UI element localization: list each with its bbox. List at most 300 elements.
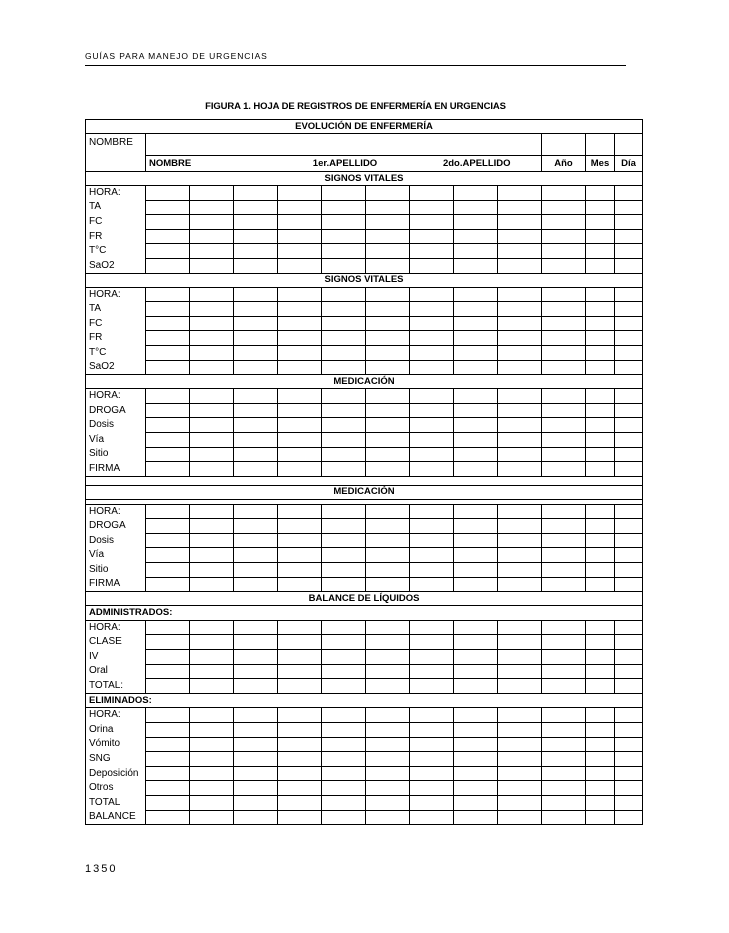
- vital-signs-entry-cell[interactable]: [454, 345, 498, 360]
- eliminated-entry-cell[interactable]: [454, 795, 498, 810]
- vital-signs-entry-cell[interactable]: [410, 200, 454, 215]
- medication-entry-cell[interactable]: [615, 548, 643, 563]
- medication-entry-cell[interactable]: [190, 447, 234, 462]
- vital-signs-entry-cell[interactable]: [410, 215, 454, 230]
- medication-entry-cell[interactable]: [410, 418, 454, 433]
- administered-entry-cell[interactable]: [278, 620, 322, 635]
- medication-entry-cell[interactable]: [190, 533, 234, 548]
- medication-entry-cell[interactable]: [146, 447, 190, 462]
- medication-entry-cell[interactable]: [146, 418, 190, 433]
- eliminated-entry-cell[interactable]: [542, 766, 586, 781]
- eliminated-entry-cell[interactable]: [234, 737, 278, 752]
- medication-entry-cell[interactable]: [190, 403, 234, 418]
- administered-entry-cell[interactable]: [542, 620, 586, 635]
- eliminated-entry-cell[interactable]: [322, 752, 366, 767]
- vital-signs-entry-cell[interactable]: [454, 360, 498, 375]
- vital-signs-entry-cell[interactable]: [615, 229, 643, 244]
- medication-entry-cell[interactable]: [498, 548, 542, 563]
- eliminated-entry-cell[interactable]: [410, 723, 454, 738]
- vital-signs-entry-cell[interactable]: [410, 316, 454, 331]
- eliminated-entry-cell[interactable]: [234, 781, 278, 796]
- medication-entry-cell[interactable]: [454, 389, 498, 404]
- administered-entry-cell[interactable]: [190, 635, 234, 650]
- eliminated-entry-cell[interactable]: [234, 810, 278, 825]
- administered-entry-cell[interactable]: [190, 650, 234, 665]
- eliminated-entry-cell[interactable]: [278, 752, 322, 767]
- eliminated-entry-cell[interactable]: [586, 708, 615, 723]
- vital-signs-entry-cell[interactable]: [498, 215, 542, 230]
- medication-entry-cell[interactable]: [542, 519, 586, 534]
- eliminated-entry-cell[interactable]: [190, 708, 234, 723]
- vital-signs-entry-cell[interactable]: [498, 244, 542, 259]
- medication-entry-cell[interactable]: [542, 447, 586, 462]
- year-field[interactable]: [542, 134, 586, 156]
- medication-entry-cell[interactable]: [190, 462, 234, 477]
- vital-signs-entry-cell[interactable]: [454, 287, 498, 302]
- vital-signs-entry-cell[interactable]: [615, 302, 643, 317]
- vital-signs-entry-cell[interactable]: [498, 229, 542, 244]
- vital-signs-entry-cell[interactable]: [190, 200, 234, 215]
- medication-entry-cell[interactable]: [366, 462, 410, 477]
- vital-signs-entry-cell[interactable]: [278, 200, 322, 215]
- vital-signs-entry-cell[interactable]: [190, 244, 234, 259]
- medication-entry-cell[interactable]: [410, 577, 454, 592]
- medication-entry-cell[interactable]: [454, 504, 498, 519]
- eliminated-entry-cell[interactable]: [190, 810, 234, 825]
- medication-entry-cell[interactable]: [498, 504, 542, 519]
- eliminated-entry-cell[interactable]: [498, 737, 542, 752]
- eliminated-entry-cell[interactable]: [586, 752, 615, 767]
- medication-entry-cell[interactable]: [146, 577, 190, 592]
- medication-entry-cell[interactable]: [498, 462, 542, 477]
- eliminated-entry-cell[interactable]: [322, 781, 366, 796]
- medication-entry-cell[interactable]: [410, 504, 454, 519]
- vital-signs-entry-cell[interactable]: [615, 200, 643, 215]
- medication-entry-cell[interactable]: [586, 548, 615, 563]
- eliminated-entry-cell[interactable]: [190, 781, 234, 796]
- eliminated-entry-cell[interactable]: [322, 708, 366, 723]
- administered-entry-cell[interactable]: [410, 635, 454, 650]
- eliminated-entry-cell[interactable]: [146, 781, 190, 796]
- medication-entry-cell[interactable]: [278, 447, 322, 462]
- vital-signs-entry-cell[interactable]: [146, 302, 190, 317]
- vital-signs-entry-cell[interactable]: [366, 316, 410, 331]
- eliminated-entry-cell[interactable]: [542, 810, 586, 825]
- eliminated-entry-cell[interactable]: [498, 708, 542, 723]
- eliminated-entry-cell[interactable]: [586, 766, 615, 781]
- vital-signs-entry-cell[interactable]: [322, 345, 366, 360]
- medication-entry-cell[interactable]: [366, 403, 410, 418]
- administered-entry-cell[interactable]: [366, 635, 410, 650]
- vital-signs-entry-cell[interactable]: [190, 215, 234, 230]
- medication-entry-cell[interactable]: [586, 418, 615, 433]
- eliminated-entry-cell[interactable]: [542, 795, 586, 810]
- medication-entry-cell[interactable]: [366, 389, 410, 404]
- eliminated-entry-cell[interactable]: [278, 795, 322, 810]
- vital-signs-entry-cell[interactable]: [234, 200, 278, 215]
- eliminated-entry-cell[interactable]: [322, 723, 366, 738]
- medication-entry-cell[interactable]: [586, 577, 615, 592]
- vital-signs-entry-cell[interactable]: [234, 316, 278, 331]
- eliminated-entry-cell[interactable]: [410, 795, 454, 810]
- vital-signs-entry-cell[interactable]: [190, 345, 234, 360]
- administered-entry-cell[interactable]: [586, 620, 615, 635]
- administered-entry-cell[interactable]: [146, 635, 190, 650]
- administered-entry-cell[interactable]: [234, 620, 278, 635]
- eliminated-entry-cell[interactable]: [366, 810, 410, 825]
- vital-signs-entry-cell[interactable]: [146, 200, 190, 215]
- medication-entry-cell[interactable]: [322, 403, 366, 418]
- medication-entry-cell[interactable]: [146, 462, 190, 477]
- medication-entry-cell[interactable]: [410, 447, 454, 462]
- medication-entry-cell[interactable]: [366, 577, 410, 592]
- medication-entry-cell[interactable]: [322, 577, 366, 592]
- vital-signs-entry-cell[interactable]: [278, 287, 322, 302]
- eliminated-entry-cell[interactable]: [498, 795, 542, 810]
- eliminated-entry-cell[interactable]: [366, 752, 410, 767]
- vital-signs-entry-cell[interactable]: [454, 215, 498, 230]
- vital-signs-entry-cell[interactable]: [366, 200, 410, 215]
- medication-entry-cell[interactable]: [278, 389, 322, 404]
- medication-entry-cell[interactable]: [366, 548, 410, 563]
- eliminated-entry-cell[interactable]: [454, 781, 498, 796]
- medication-entry-cell[interactable]: [615, 519, 643, 534]
- administered-entry-cell[interactable]: [615, 679, 643, 694]
- administered-entry-cell[interactable]: [146, 679, 190, 694]
- medication-entry-cell[interactable]: [366, 519, 410, 534]
- medication-entry-cell[interactable]: [542, 563, 586, 578]
- vital-signs-entry-cell[interactable]: [410, 186, 454, 201]
- eliminated-entry-cell[interactable]: [190, 737, 234, 752]
- medication-entry-cell[interactable]: [234, 519, 278, 534]
- medication-entry-cell[interactable]: [146, 432, 190, 447]
- medication-entry-cell[interactable]: [586, 533, 615, 548]
- eliminated-entry-cell[interactable]: [615, 737, 643, 752]
- administered-entry-cell[interactable]: [454, 664, 498, 679]
- vital-signs-entry-cell[interactable]: [586, 258, 615, 273]
- medication-entry-cell[interactable]: [454, 403, 498, 418]
- vital-signs-entry-cell[interactable]: [542, 302, 586, 317]
- administered-entry-cell[interactable]: [234, 664, 278, 679]
- vital-signs-entry-cell[interactable]: [454, 258, 498, 273]
- vital-signs-entry-cell[interactable]: [410, 258, 454, 273]
- medication-entry-cell[interactable]: [542, 548, 586, 563]
- vital-signs-entry-cell[interactable]: [146, 331, 190, 346]
- vital-signs-entry-cell[interactable]: [278, 186, 322, 201]
- vital-signs-entry-cell[interactable]: [586, 186, 615, 201]
- eliminated-entry-cell[interactable]: [586, 737, 615, 752]
- medication-entry-cell[interactable]: [454, 519, 498, 534]
- medication-entry-cell[interactable]: [190, 504, 234, 519]
- eliminated-entry-cell[interactable]: [542, 752, 586, 767]
- medication-entry-cell[interactable]: [410, 403, 454, 418]
- medication-entry-cell[interactable]: [366, 533, 410, 548]
- administered-entry-cell[interactable]: [278, 664, 322, 679]
- vital-signs-entry-cell[interactable]: [366, 345, 410, 360]
- vital-signs-entry-cell[interactable]: [615, 331, 643, 346]
- administered-entry-cell[interactable]: [586, 635, 615, 650]
- eliminated-entry-cell[interactable]: [278, 737, 322, 752]
- eliminated-entry-cell[interactable]: [278, 781, 322, 796]
- medication-entry-cell[interactable]: [586, 504, 615, 519]
- eliminated-entry-cell[interactable]: [542, 781, 586, 796]
- medication-entry-cell[interactable]: [410, 533, 454, 548]
- eliminated-entry-cell[interactable]: [190, 795, 234, 810]
- administered-entry-cell[interactable]: [542, 650, 586, 665]
- medication-entry-cell[interactable]: [234, 462, 278, 477]
- medication-entry-cell[interactable]: [586, 563, 615, 578]
- eliminated-entry-cell[interactable]: [498, 723, 542, 738]
- medication-entry-cell[interactable]: [615, 418, 643, 433]
- administered-entry-cell[interactable]: [498, 679, 542, 694]
- medication-entry-cell[interactable]: [234, 447, 278, 462]
- day-field[interactable]: [615, 134, 643, 156]
- vital-signs-entry-cell[interactable]: [586, 316, 615, 331]
- vital-signs-entry-cell[interactable]: [615, 244, 643, 259]
- medication-entry-cell[interactable]: [366, 432, 410, 447]
- vital-signs-entry-cell[interactable]: [366, 302, 410, 317]
- administered-entry-cell[interactable]: [366, 679, 410, 694]
- eliminated-entry-cell[interactable]: [146, 795, 190, 810]
- medication-entry-cell[interactable]: [454, 432, 498, 447]
- vital-signs-entry-cell[interactable]: [454, 244, 498, 259]
- administered-entry-cell[interactable]: [234, 650, 278, 665]
- eliminated-entry-cell[interactable]: [454, 752, 498, 767]
- vital-signs-entry-cell[interactable]: [322, 302, 366, 317]
- vital-signs-entry-cell[interactable]: [366, 229, 410, 244]
- medication-entry-cell[interactable]: [278, 462, 322, 477]
- medication-entry-cell[interactable]: [322, 462, 366, 477]
- medication-entry-cell[interactable]: [234, 504, 278, 519]
- vital-signs-entry-cell[interactable]: [498, 316, 542, 331]
- vital-signs-entry-cell[interactable]: [454, 302, 498, 317]
- eliminated-entry-cell[interactable]: [410, 810, 454, 825]
- vital-signs-entry-cell[interactable]: [366, 258, 410, 273]
- vital-signs-entry-cell[interactable]: [454, 200, 498, 215]
- vital-signs-entry-cell[interactable]: [190, 360, 234, 375]
- eliminated-entry-cell[interactable]: [454, 737, 498, 752]
- vital-signs-entry-cell[interactable]: [278, 258, 322, 273]
- vital-signs-entry-cell[interactable]: [322, 244, 366, 259]
- eliminated-entry-cell[interactable]: [278, 723, 322, 738]
- administered-entry-cell[interactable]: [410, 650, 454, 665]
- administered-entry-cell[interactable]: [322, 664, 366, 679]
- vital-signs-entry-cell[interactable]: [146, 360, 190, 375]
- medication-entry-cell[interactable]: [586, 403, 615, 418]
- eliminated-entry-cell[interactable]: [278, 708, 322, 723]
- patient-name-field[interactable]: [146, 134, 542, 156]
- medication-entry-cell[interactable]: [234, 389, 278, 404]
- vital-signs-entry-cell[interactable]: [278, 302, 322, 317]
- medication-entry-cell[interactable]: [542, 432, 586, 447]
- medication-entry-cell[interactable]: [586, 389, 615, 404]
- eliminated-entry-cell[interactable]: [542, 737, 586, 752]
- eliminated-entry-cell[interactable]: [146, 810, 190, 825]
- eliminated-entry-cell[interactable]: [586, 781, 615, 796]
- vital-signs-entry-cell[interactable]: [234, 345, 278, 360]
- eliminated-entry-cell[interactable]: [410, 752, 454, 767]
- vital-signs-entry-cell[interactable]: [322, 200, 366, 215]
- medication-entry-cell[interactable]: [615, 563, 643, 578]
- vital-signs-entry-cell[interactable]: [410, 287, 454, 302]
- eliminated-entry-cell[interactable]: [234, 723, 278, 738]
- vital-signs-entry-cell[interactable]: [410, 244, 454, 259]
- vital-signs-entry-cell[interactable]: [278, 316, 322, 331]
- vital-signs-entry-cell[interactable]: [454, 331, 498, 346]
- medication-entry-cell[interactable]: [586, 432, 615, 447]
- vital-signs-entry-cell[interactable]: [322, 229, 366, 244]
- administered-entry-cell[interactable]: [586, 650, 615, 665]
- medication-entry-cell[interactable]: [278, 432, 322, 447]
- eliminated-entry-cell[interactable]: [146, 708, 190, 723]
- administered-entry-cell[interactable]: [586, 664, 615, 679]
- eliminated-entry-cell[interactable]: [586, 723, 615, 738]
- medication-entry-cell[interactable]: [410, 389, 454, 404]
- eliminated-entry-cell[interactable]: [146, 752, 190, 767]
- vital-signs-entry-cell[interactable]: [542, 316, 586, 331]
- medication-entry-cell[interactable]: [615, 447, 643, 462]
- eliminated-entry-cell[interactable]: [322, 766, 366, 781]
- vital-signs-entry-cell[interactable]: [234, 302, 278, 317]
- vital-signs-entry-cell[interactable]: [615, 215, 643, 230]
- vital-signs-entry-cell[interactable]: [410, 229, 454, 244]
- vital-signs-entry-cell[interactable]: [498, 258, 542, 273]
- medication-entry-cell[interactable]: [190, 563, 234, 578]
- medication-entry-cell[interactable]: [498, 418, 542, 433]
- vital-signs-entry-cell[interactable]: [498, 302, 542, 317]
- administered-entry-cell[interactable]: [454, 679, 498, 694]
- vital-signs-entry-cell[interactable]: [586, 229, 615, 244]
- administered-entry-cell[interactable]: [615, 650, 643, 665]
- vital-signs-entry-cell[interactable]: [322, 215, 366, 230]
- eliminated-entry-cell[interactable]: [410, 781, 454, 796]
- eliminated-entry-cell[interactable]: [498, 781, 542, 796]
- vital-signs-entry-cell[interactable]: [542, 229, 586, 244]
- vital-signs-entry-cell[interactable]: [278, 331, 322, 346]
- vital-signs-entry-cell[interactable]: [586, 200, 615, 215]
- vital-signs-entry-cell[interactable]: [542, 287, 586, 302]
- medication-entry-cell[interactable]: [278, 548, 322, 563]
- administered-entry-cell[interactable]: [498, 664, 542, 679]
- medication-entry-cell[interactable]: [146, 533, 190, 548]
- vital-signs-entry-cell[interactable]: [278, 229, 322, 244]
- vital-signs-entry-cell[interactable]: [146, 229, 190, 244]
- eliminated-entry-cell[interactable]: [366, 781, 410, 796]
- vital-signs-entry-cell[interactable]: [542, 200, 586, 215]
- medication-entry-cell[interactable]: [542, 504, 586, 519]
- administered-entry-cell[interactable]: [542, 679, 586, 694]
- medication-entry-cell[interactable]: [234, 418, 278, 433]
- vital-signs-entry-cell[interactable]: [586, 287, 615, 302]
- medication-entry-cell[interactable]: [542, 418, 586, 433]
- administered-entry-cell[interactable]: [410, 679, 454, 694]
- medication-entry-cell[interactable]: [498, 432, 542, 447]
- vital-signs-entry-cell[interactable]: [234, 244, 278, 259]
- vital-signs-entry-cell[interactable]: [615, 258, 643, 273]
- administered-entry-cell[interactable]: [498, 650, 542, 665]
- eliminated-entry-cell[interactable]: [278, 766, 322, 781]
- vital-signs-entry-cell[interactable]: [146, 258, 190, 273]
- medication-entry-cell[interactable]: [190, 577, 234, 592]
- medication-entry-cell[interactable]: [278, 418, 322, 433]
- vital-signs-entry-cell[interactable]: [542, 258, 586, 273]
- medication-entry-cell[interactable]: [498, 389, 542, 404]
- medication-entry-cell[interactable]: [410, 432, 454, 447]
- medication-entry-cell[interactable]: [366, 418, 410, 433]
- eliminated-entry-cell[interactable]: [454, 708, 498, 723]
- medication-entry-cell[interactable]: [146, 403, 190, 418]
- eliminated-entry-cell[interactable]: [410, 708, 454, 723]
- medication-entry-cell[interactable]: [322, 548, 366, 563]
- vital-signs-entry-cell[interactable]: [322, 186, 366, 201]
- eliminated-entry-cell[interactable]: [146, 723, 190, 738]
- medication-entry-cell[interactable]: [366, 504, 410, 519]
- vital-signs-entry-cell[interactable]: [410, 302, 454, 317]
- administered-entry-cell[interactable]: [322, 679, 366, 694]
- medication-entry-cell[interactable]: [498, 533, 542, 548]
- medication-entry-cell[interactable]: [454, 563, 498, 578]
- medication-entry-cell[interactable]: [146, 519, 190, 534]
- eliminated-entry-cell[interactable]: [615, 810, 643, 825]
- administered-entry-cell[interactable]: [146, 650, 190, 665]
- vital-signs-entry-cell[interactable]: [366, 244, 410, 259]
- administered-entry-cell[interactable]: [366, 664, 410, 679]
- vital-signs-entry-cell[interactable]: [234, 360, 278, 375]
- medication-entry-cell[interactable]: [234, 548, 278, 563]
- vital-signs-entry-cell[interactable]: [542, 215, 586, 230]
- administered-entry-cell[interactable]: [190, 679, 234, 694]
- administered-entry-cell[interactable]: [615, 620, 643, 635]
- medication-entry-cell[interactable]: [190, 418, 234, 433]
- vital-signs-entry-cell[interactable]: [234, 229, 278, 244]
- vital-signs-entry-cell[interactable]: [366, 186, 410, 201]
- medication-entry-cell[interactable]: [234, 403, 278, 418]
- vital-signs-entry-cell[interactable]: [234, 215, 278, 230]
- vital-signs-entry-cell[interactable]: [454, 186, 498, 201]
- vital-signs-entry-cell[interactable]: [454, 316, 498, 331]
- vital-signs-entry-cell[interactable]: [234, 331, 278, 346]
- administered-entry-cell[interactable]: [454, 635, 498, 650]
- vital-signs-entry-cell[interactable]: [454, 229, 498, 244]
- medication-entry-cell[interactable]: [615, 389, 643, 404]
- administered-entry-cell[interactable]: [615, 635, 643, 650]
- eliminated-entry-cell[interactable]: [234, 766, 278, 781]
- administered-entry-cell[interactable]: [454, 650, 498, 665]
- medication-entry-cell[interactable]: [542, 533, 586, 548]
- administered-entry-cell[interactable]: [542, 635, 586, 650]
- medication-entry-cell[interactable]: [322, 504, 366, 519]
- vital-signs-entry-cell[interactable]: [498, 287, 542, 302]
- medication-entry-cell[interactable]: [542, 577, 586, 592]
- medication-entry-cell[interactable]: [190, 548, 234, 563]
- medication-entry-cell[interactable]: [498, 447, 542, 462]
- eliminated-entry-cell[interactable]: [366, 795, 410, 810]
- medication-entry-cell[interactable]: [498, 519, 542, 534]
- vital-signs-entry-cell[interactable]: [234, 287, 278, 302]
- medication-entry-cell[interactable]: [322, 563, 366, 578]
- medication-entry-cell[interactable]: [498, 403, 542, 418]
- vital-signs-entry-cell[interactable]: [586, 215, 615, 230]
- eliminated-entry-cell[interactable]: [542, 708, 586, 723]
- eliminated-entry-cell[interactable]: [146, 737, 190, 752]
- administered-entry-cell[interactable]: [278, 650, 322, 665]
- eliminated-entry-cell[interactable]: [366, 737, 410, 752]
- vital-signs-entry-cell[interactable]: [586, 244, 615, 259]
- eliminated-entry-cell[interactable]: [615, 781, 643, 796]
- vital-signs-entry-cell[interactable]: [498, 331, 542, 346]
- administered-entry-cell[interactable]: [410, 620, 454, 635]
- vital-signs-entry-cell[interactable]: [146, 244, 190, 259]
